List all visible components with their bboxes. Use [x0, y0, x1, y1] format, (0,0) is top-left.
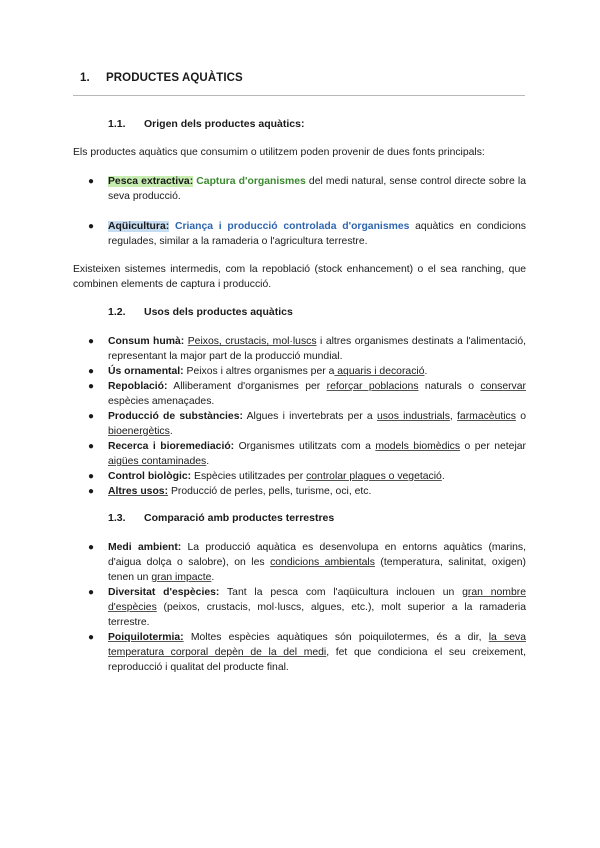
item-text: naturals o — [418, 381, 481, 392]
item-text: o per netejar — [460, 441, 526, 452]
section-number: 1. — [80, 72, 90, 84]
bullet-icon: ● — [88, 486, 95, 497]
list-item — [88, 334, 526, 364]
item-text: del medi natural, sense control directe sobre la seva producció. — [108, 176, 526, 202]
underlined-text: Peixos, crustacis, mol·luscs — [187, 336, 317, 347]
bullet-icon: ● — [88, 221, 95, 232]
bullet-icon: ● — [88, 471, 95, 482]
underlined-text: models biomèdics — [375, 441, 461, 452]
list-item — [88, 409, 526, 439]
underlined-text: bioenergètics — [108, 426, 170, 437]
term-label: Repoblació: — [108, 381, 168, 392]
comparison-list — [88, 540, 526, 675]
highlighted-text: Captura d'organismes — [196, 176, 306, 187]
underlined-text: gran impacte — [151, 572, 212, 583]
item-text: . — [169, 426, 173, 437]
subsection-number: 1.3. — [108, 512, 126, 524]
list-item — [88, 585, 526, 630]
bullet-icon: ● — [88, 632, 95, 643]
list-item — [88, 469, 526, 484]
item-text: La producció aquàtica es desenvolupa en entorns aquàtics (marins, d'aigua dolça o salobre), on les — [108, 542, 526, 568]
term-label: Pesca extractiva: — [108, 176, 194, 187]
item-text: (peixos, crustacis, mol·luscs, algues, etc.), molt superior a la ramaderia terrestre. — [108, 602, 526, 628]
bullet-icon: ● — [88, 381, 95, 392]
item-text: Alliberament d'organismes per — [167, 381, 327, 392]
list-item — [88, 379, 526, 409]
bullet-icon: ● — [88, 411, 95, 422]
underlined-text: gran nombre d'espècies — [108, 587, 526, 613]
item-text: Espècies utilitzades per — [191, 471, 307, 482]
term-label: Diversitat d'espècies: — [108, 587, 220, 598]
list-item — [88, 439, 526, 469]
section-heading — [80, 72, 243, 84]
term-label: Producció de substàncies: — [108, 411, 243, 422]
list-item — [88, 219, 526, 249]
item-text: Algues i invertebrats per a — [242, 411, 377, 422]
subsection-heading-comparison — [108, 512, 334, 524]
subsection-title: Comparació amb productes terrestres — [144, 512, 335, 524]
item-text: . — [424, 366, 428, 377]
underlined-text: usos industrials — [376, 411, 450, 422]
item-text: o — [515, 411, 526, 422]
item-text: , fet que condiciona el seu creixement, reproducció i qualitat del producte final. — [108, 647, 527, 673]
bullet-icon: ● — [88, 587, 95, 598]
item-text: Organismes utilitzats com a — [234, 441, 376, 452]
subsection-heading-uses — [108, 306, 293, 318]
bullet-icon: ● — [88, 366, 95, 377]
term-label: Ús ornamental: — [108, 366, 184, 377]
underlined-text: aquaris i decoració — [334, 366, 425, 377]
underlined-text: controlar plagues o vegetació — [306, 471, 442, 482]
intermediate-paragraph: Existeixen sistemes intermedis, com la repoblació (stock enhancement) o el sea ranching, que combinen elements de captura i producció. — [73, 264, 526, 290]
bullet-icon: ● — [88, 441, 95, 452]
underlined-text: conservar — [480, 381, 526, 392]
list-item — [88, 630, 526, 675]
intro-paragraph: Els productes aquàtics que consumim o utilitzem poden provenir de dues fonts principals: — [73, 147, 485, 158]
underlined-text: condicions ambientals — [270, 557, 375, 568]
term-label: Recerca i bioremediació: — [108, 441, 235, 452]
uses-list — [88, 334, 526, 499]
subsection-number: 1.1. — [108, 118, 126, 130]
item-text: Peixos i altres organismes per a — [183, 366, 335, 377]
bullet-icon: ● — [88, 176, 95, 187]
list-item — [88, 484, 526, 499]
item-text: Moltes espècies aquàtiques són poiquilotermes, és a dir, — [183, 632, 489, 643]
highlighted-text: Criança i producció controlada d'organismes — [174, 221, 410, 232]
term-label: Aqüicultura: — [108, 221, 170, 232]
term-label: Consum humà: — [108, 336, 185, 347]
item-text: . — [211, 572, 215, 583]
term-label: Altres usos: — [108, 486, 169, 497]
subsection-title: Usos dels productes aquàtics — [144, 306, 293, 318]
underlined-text: aigües contaminades — [108, 456, 207, 467]
subsection-title: Origen dels productes aquàtics: — [144, 118, 305, 130]
item-text: (temperatura, salinitat, oxigen) tenen un — [108, 557, 527, 583]
underlined-text: farmacèutics — [457, 411, 516, 422]
underlined-text: la seva temperatura corporal depèn de la del medi — [108, 632, 526, 658]
term-label: Poiquilotermia: — [108, 632, 184, 643]
list-item — [88, 364, 526, 379]
item-text: espècies amenaçades. — [108, 396, 215, 407]
sources-list — [88, 174, 526, 264]
list-item — [88, 174, 526, 204]
list-item — [88, 540, 526, 585]
heading-divider — [73, 95, 525, 96]
item-text: . — [441, 471, 445, 482]
item-text: aquàtics en condicions regulades, similar a la ramaderia o l'agricultura terrestre. — [108, 221, 526, 247]
bullet-icon: ● — [88, 336, 95, 347]
item-text: , — [449, 411, 458, 422]
subsection-heading-origin — [108, 118, 304, 130]
item-text: Producció de perles, pells, turisme, oci, etc. — [168, 486, 372, 497]
item-text: . — [206, 456, 210, 467]
term-label: Medi ambient: — [108, 542, 182, 553]
item-text: i altres organismes destinats a l'alimentació, representant la major part de la producció mundial. — [108, 336, 527, 362]
underlined-text: reforçar poblacions — [326, 381, 419, 392]
item-text: Tant la pesca com l'aqüicultura inclouen un — [219, 587, 463, 598]
term-label: Control biològic: — [108, 471, 192, 482]
bullet-icon: ● — [88, 542, 95, 553]
subsection-number: 1.2. — [108, 306, 126, 318]
section-title: PRODUCTES AQUÀTICS — [106, 72, 243, 84]
